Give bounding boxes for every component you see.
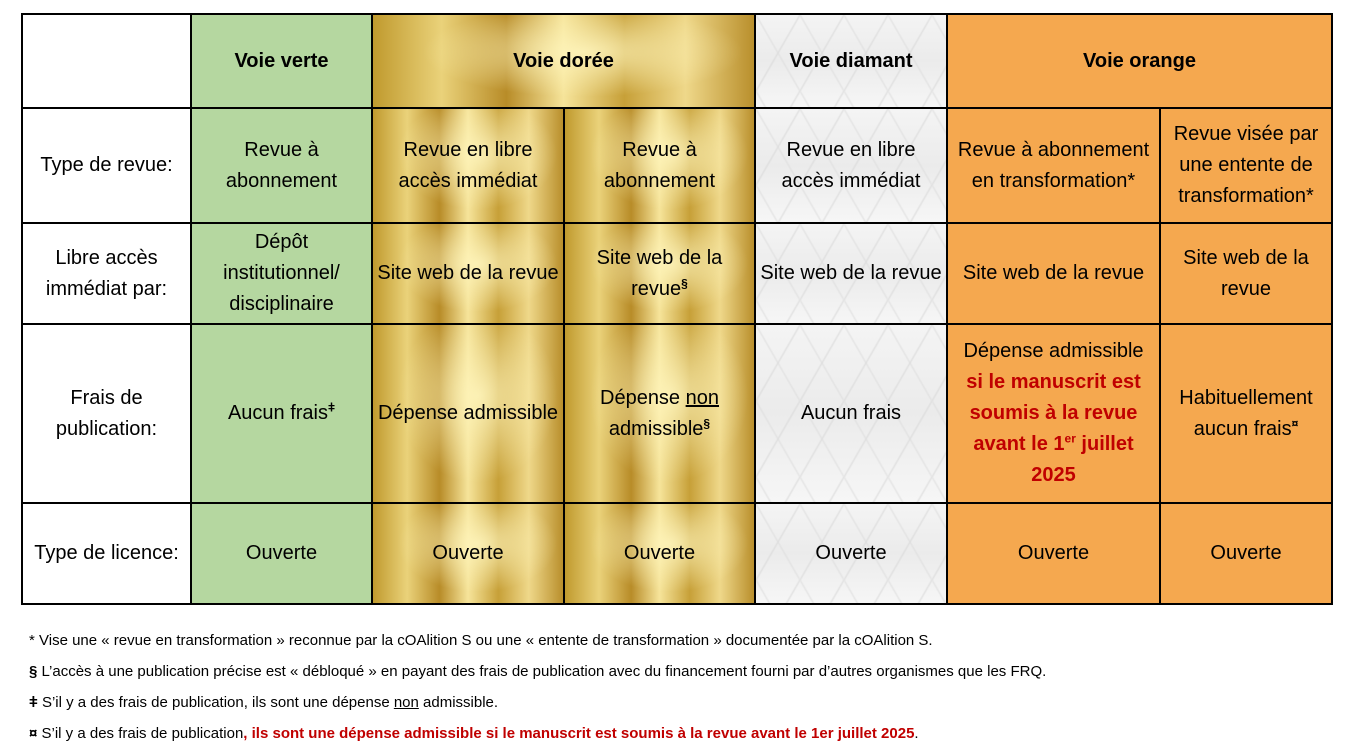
ordinal-sup: er xyxy=(1064,431,1076,446)
cell-text: Aucun frais xyxy=(227,402,329,424)
footnote-text: Vise une « revue en transformation » reconnue par la cOAlition S ou une « entente de transformation » documentée par la cOAlition S. xyxy=(34,632,933,649)
cell-doree-2 xyxy=(564,223,755,324)
cell-orange-2: Revue visée par une entente de transformation* xyxy=(1160,108,1332,223)
row-frais xyxy=(22,324,1332,503)
cell-orange-1: Revue à abonnement en transformation* xyxy=(947,108,1160,223)
section-footnote-mark: § xyxy=(703,415,711,430)
cell-verte: Revue à abonnement xyxy=(191,108,372,223)
cell-text-pre: Dépense admissible xyxy=(963,340,1144,362)
cell-doree-1: Dépense admissible xyxy=(372,324,564,503)
header-row xyxy=(22,14,1332,108)
footnote-red-text: , ils sont une dépense admissible si le manuscrit est soumis à la revue avant le 1er juillet 2025 xyxy=(243,725,915,742)
header-voie-diamant: Voie diamant xyxy=(755,14,947,108)
footnotes xyxy=(29,628,1329,752)
cell-orange-1: Ouverte xyxy=(947,503,1160,604)
footnote-text-pre: S’il y a des frais de publication xyxy=(37,725,244,742)
row-type-revue xyxy=(22,108,1332,223)
footnote-mark: § xyxy=(29,663,38,680)
cell-orange-2: Site web de la revue xyxy=(1160,223,1332,324)
cell-text: Site web de la revue xyxy=(596,246,723,300)
footnote-section xyxy=(29,659,1329,690)
row-label: Frais de publication: xyxy=(22,324,191,503)
cell-text-post: admissible xyxy=(608,417,704,440)
underlined-non: non xyxy=(685,386,719,409)
cell-doree-1: Ouverte xyxy=(372,503,564,604)
corner-cell xyxy=(22,14,191,108)
cell-orange-2: Ouverte xyxy=(1160,503,1332,604)
cell-text-pre: Dépense xyxy=(600,386,686,409)
footnote-underlined: non xyxy=(393,694,419,711)
cell-orange-2 xyxy=(1160,324,1332,503)
cell-doree-2: Revue à abonnement xyxy=(564,108,755,223)
footnote-asterisk xyxy=(29,628,1329,659)
footnote-mark: * xyxy=(29,632,35,649)
cell-text: Habituellement aucun frais xyxy=(1179,386,1313,440)
row-label: Libre accès immédiat par: xyxy=(22,223,191,324)
cell-orange-1 xyxy=(947,324,1160,503)
red-condition-text xyxy=(966,371,1141,486)
header-voie-orange: Voie orange xyxy=(947,14,1332,108)
cell-verte: Dépôt institutionnel/ disciplinaire xyxy=(191,223,372,324)
row-licence xyxy=(22,503,1332,604)
cell-doree-2 xyxy=(564,324,755,503)
cell-doree-1: Revue en libre accès immédiat xyxy=(372,108,564,223)
cell-doree-1: Site web de la revue xyxy=(372,223,564,324)
currency-footnote-mark: ¤ xyxy=(1291,415,1299,430)
double-cross-footnote-mark: ǂ xyxy=(328,400,336,415)
footnote-text-pre: S’il y a des frais de publication, ils sont une dépense xyxy=(37,694,394,711)
cell-diamant: Revue en libre accès immédiat xyxy=(755,108,947,223)
cell-verte xyxy=(191,324,372,503)
footnote-mark: ¤ xyxy=(29,725,38,742)
cell-doree-2: Ouverte xyxy=(564,503,755,604)
header-voie-doree: Voie dorée xyxy=(372,14,755,108)
cell-diamant: Ouverte xyxy=(755,503,947,604)
header-voie-verte: Voie verte xyxy=(191,14,372,108)
red-text-a: si le manuscrit est soumis à la revue avant le 1 xyxy=(966,371,1141,455)
section-footnote-mark: § xyxy=(681,275,688,290)
row-label: Type de licence: xyxy=(22,503,191,604)
footnote-currency xyxy=(29,721,1329,752)
cell-verte: Ouverte xyxy=(191,503,372,604)
red-text-b: juillet 2025 xyxy=(1031,433,1134,486)
footnote-text: L’accès à une publication précise est « débloqué » en payant des frais de publication avec du financement fourni par d’autres organismes que les FRQ. xyxy=(37,663,1047,680)
voies-table xyxy=(21,13,1333,605)
row-label: Type de revue: xyxy=(22,108,191,223)
footnote-mark: ǂ xyxy=(29,694,38,711)
cell-diamant: Aucun frais xyxy=(755,324,947,503)
footnote-double-cross xyxy=(29,690,1329,721)
row-libre-acces xyxy=(22,223,1332,324)
footnote-text-post: . xyxy=(914,725,919,742)
cell-orange-1: Site web de la revue xyxy=(947,223,1160,324)
cell-diamant: Site web de la revue xyxy=(755,223,947,324)
footnote-text-post: admissible. xyxy=(418,694,499,711)
